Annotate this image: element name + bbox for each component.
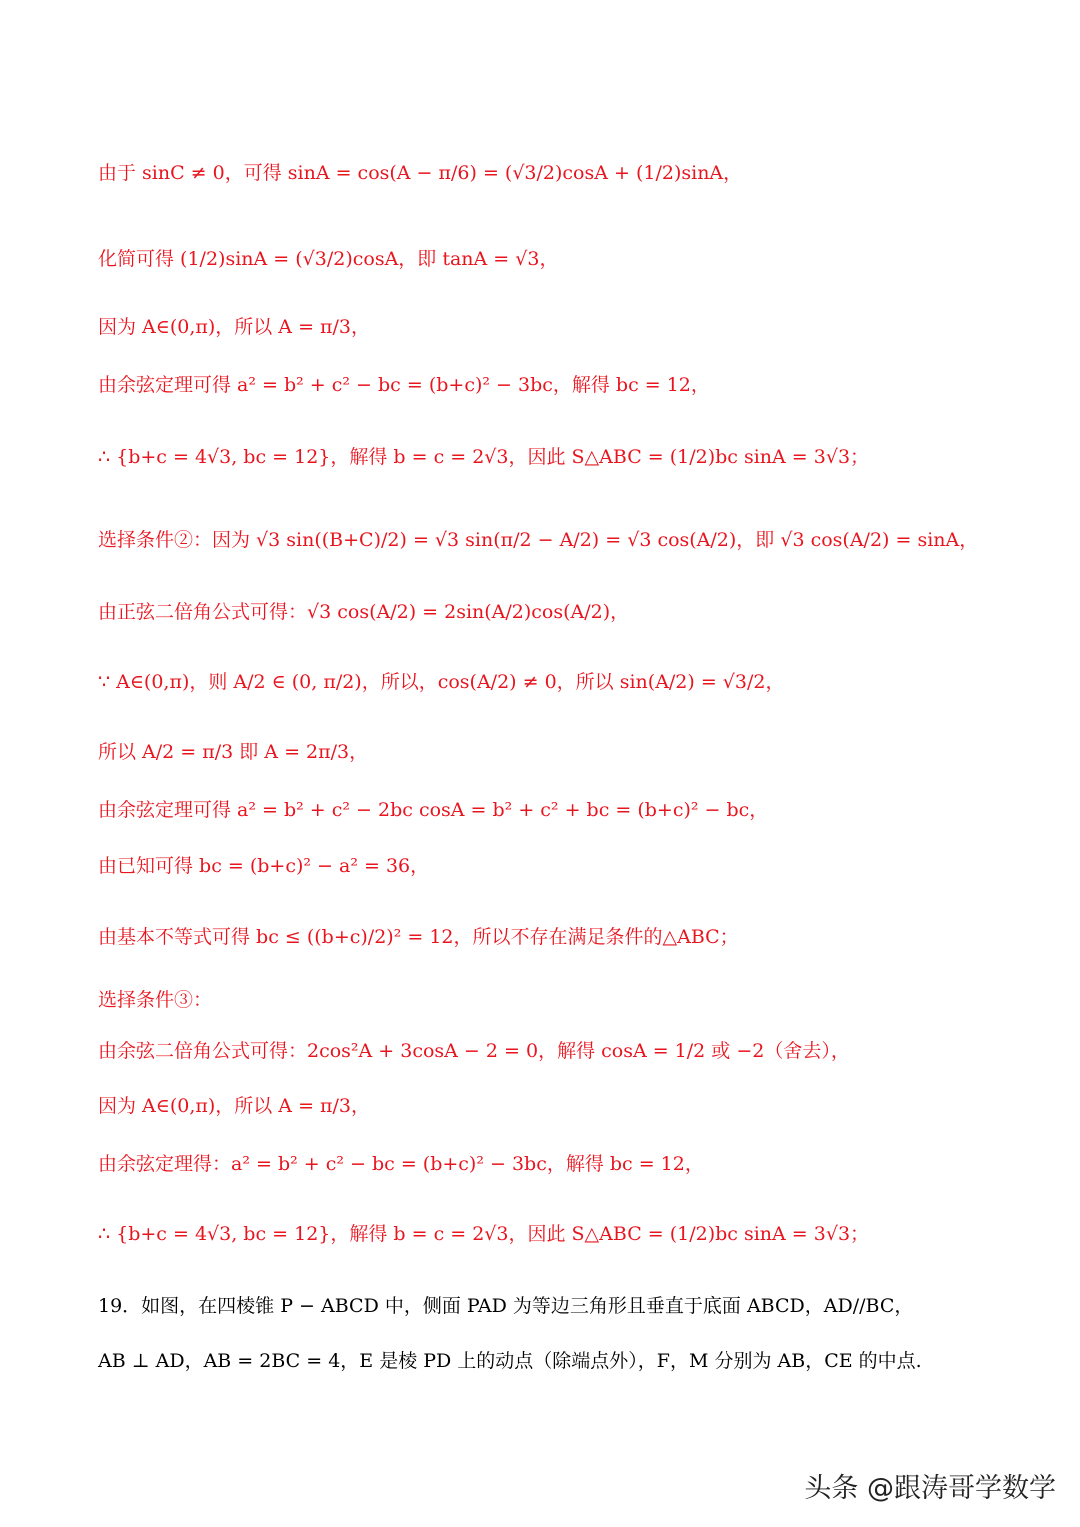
solution-line: 由余弦定理可得 a² = b² + c² − bc = (b+c)² − 3bc，解得 bc = 12， — [98, 374, 710, 396]
solution-line: 所以 A/2 = π/3 即 A = 2π/3， — [98, 741, 369, 763]
solution-line: 由于 sinC ≠ 0，可得 sinA = cos(A − π/6) = (√3/2)cosA + (1/2)sinA， — [98, 162, 743, 184]
solution-line: 由余弦二倍角公式可得：2cos²A + 3cosA − 2 = 0，解得 cosA = 1/2 或 −2（舍去）， — [98, 1040, 850, 1062]
solution-line: 由余弦定理可得 a² = b² + c² − 2bc cosA = b² + c² + bc = (b+c)² − bc， — [98, 799, 769, 821]
solution-line: 因为 A∈(0,π)，所以 A = π/3， — [98, 316, 371, 338]
solution-line: 化简可得 (1/2)sinA = (√3/2)cosA，即 tanA = √3， — [98, 248, 559, 270]
solution-line: 由余弦定理得：a² = b² + c² − bc = (b+c)² − 3bc，解得 bc = 12， — [98, 1153, 704, 1175]
solution-line: ∴ {b+c = 4√3, bc = 12}，解得 b = c = 2√3，因此 S△ABC = (1/2)bc sinA = 3√3； — [98, 446, 870, 468]
solution-line: 因为 A∈(0,π)，所以 A = π/3， — [98, 1095, 371, 1117]
solution-line: 由正弦二倍角公式可得：√3 cos(A/2) = 2sin(A/2)cos(A/2)， — [98, 601, 630, 623]
solution-line: 选择条件②：因为 √3 sin((B+C)/2) = √3 sin(π/2 − A/2) = √3 cos(A/2)，即 √3 cos(A/2) = sinA， — [98, 529, 979, 551]
solution-line: 由基本不等式可得 bc ≤ ((b+c)/2)² = 12，所以不存在满足条件的△ABC； — [98, 926, 739, 948]
solution-line: 选择条件③： — [98, 989, 213, 1011]
problem-line: 19．如图，在四棱锥 P − ABCD 中，侧面 PAD 为等边三角形且垂直于底面 ABCD，AD//BC， — [98, 1295, 914, 1317]
solution-line: 由已知可得 bc = (b+c)² − a² = 36， — [98, 855, 430, 877]
solution-line: ∴ {b+c = 4√3, bc = 12}，解得 b = c = 2√3，因此 S△ABC = (1/2)bc sinA = 3√3； — [98, 1223, 870, 1245]
solution-line: ∵ A∈(0,π)，则 A/2 ∈ (0, π/2)，所以，cos(A/2) ≠ 0，所以 sin(A/2) = √3/2， — [98, 671, 785, 693]
problem-line: AB ⊥ AD，AB = 2BC = 4，E 是棱 PD 上的动点（除端点外），F，M 分别为 AB，CE 的中点. — [98, 1350, 922, 1372]
watermark: 头条 @跟涛哥学数学 — [804, 1473, 1056, 1504]
